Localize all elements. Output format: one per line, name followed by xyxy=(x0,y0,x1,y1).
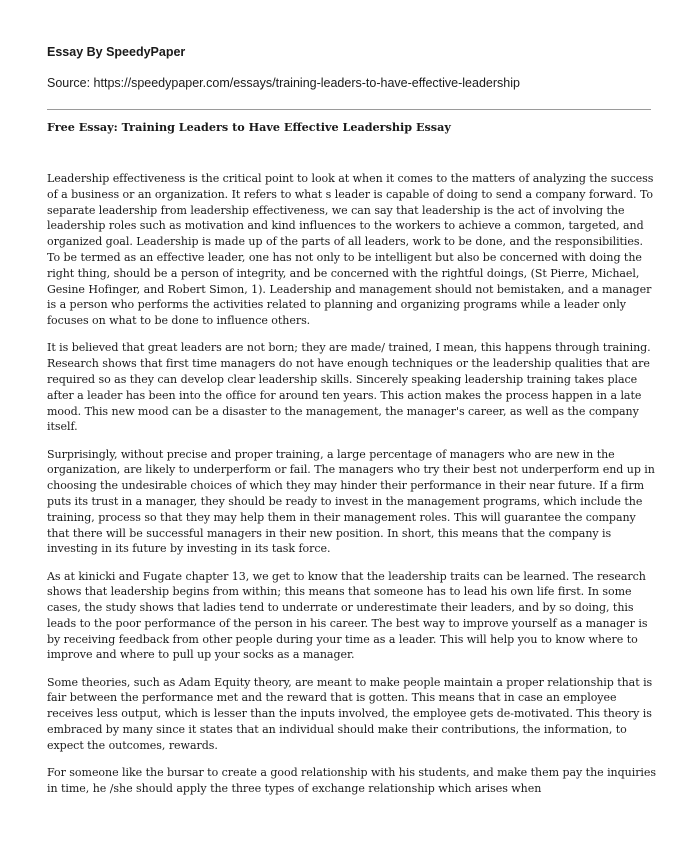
document-page xyxy=(47,44,657,795)
site-title: Essay By SpeedyPaper xyxy=(47,45,186,59)
essay-title: Free Essay: Training Leaders to Have Effective Leadership Essay xyxy=(47,120,451,134)
essay-paragraph: For someone like the bursar to create a good relationship with his students, and make them pay the inquiries in time, he /she should apply the three types of exchange relationship which arises when xyxy=(47,766,657,795)
essay-paragraph: As at kinicki and Fugate chapter 13, we get to know that the leadership traits can be learned. The research shows that leadership begins from within; this means that someone has to lead his own life first. In some cases, the study shows that ladies tend to underrate or underestimate their leaders, and by so doing, this leads to the poor performance of the person in his career. The best way to improve yourself as a manager is by receiving feedback from other people during your time as a leader. This will help you to know where to improve and where to pull up your socks as a manager. xyxy=(47,569,648,662)
essay-paragraph: It is believed that great leaders are not born; they are made/ trained, I mean, this happens through training. Research shows that first time managers do not have enough techniques or the leadership qualities that are required so as they can develop clear leadership skills. Sincerely speaking leadership training takes place after a leader has been into the office for around ten years. This action makes the process happen in a late mood. This new mood can be a disaster to the management, the manager's career, as well as the company itself. xyxy=(47,341,651,434)
essay-paragraph: Surprisingly, without precise and proper training, a large percentage of managers who are new in the organization, are likely to underperform or fail. The managers who try their best not underperform end up in choosing the undesirable choices of which they may hinder their performance in their near future. If a firm puts its trust in a manager, they should be ready to invest in the management programs, which include the training, process so that they may help them in their management roles. This will guarantee the company that there will be successful managers in their new position. In short, this means that the company is investing in its future by investing in its task force. xyxy=(47,447,655,556)
essay-paragraph: Some theories, such as Adam Equity theory, are meant to make people maintain a proper relationship that is fair between the performance met and the reward that is gotten. This means that in case an employee receives less output, which is lesser than the inputs involved, the employee gets de-motivated. This theory is embraced by many since it states that an individual should make their contributions, the information, to expect the outcomes, rewards. xyxy=(47,675,653,752)
essay-paragraph: Leadership effectiveness is the critical point to look at when it comes to the matters of analyzing the success of a business or an organization. It refers to what s leader is capable of doing to send a company forward. To separate leadership from leadership effectiveness, we can say that leadership is the act of involving the leadership roles such as motivation and kind influences to the workers to achieve a common, targeted, and organized goal. Leadership is made up of the parts of all leaders, work to be done, and the responsibilities. To be termed as an effective leader, one has not only to be intelligent but also be concerned with doing the right thing, should be a person of integrity, and be concerned with the rightful doings, (St Pierre, Michael, Gesine Hofinger, and Robert Simon, 1). Leadership and management should not bemistaken, and a manager is a person who performs the activities related to planning and organizing programs while a leader only focuses on what to be done to influence others. xyxy=(47,172,654,328)
header-divider xyxy=(47,109,651,110)
essay-body xyxy=(47,171,657,808)
source-line: Source: https://speedypaper.com/essays/training-leaders-to-have-effective-leadership xyxy=(47,76,520,90)
